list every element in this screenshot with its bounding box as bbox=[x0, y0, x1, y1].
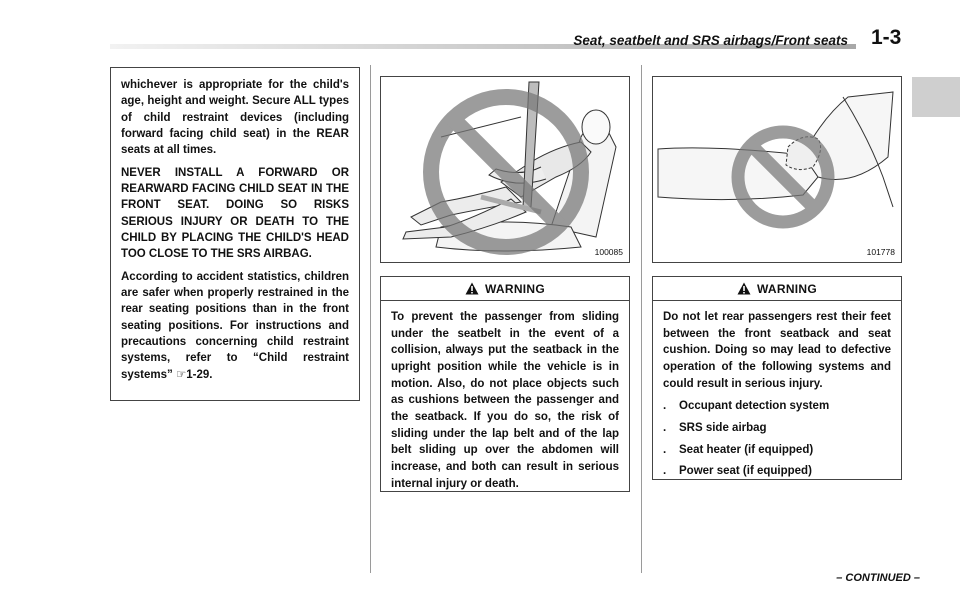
list-item: . SRS side airbag bbox=[663, 420, 891, 437]
warning-triangle-icon bbox=[737, 282, 751, 295]
page-title: Seat, seatbelt and SRS airbags/Front seats bbox=[573, 33, 848, 48]
warning-text: Do not let rear passengers rest their feet between the front seatback and seat cushion. Doing so may lead to defective operation of the following systems and could result in serious injury. bbox=[663, 311, 891, 390]
warning-header bbox=[653, 277, 901, 301]
warning-triangle-icon bbox=[465, 282, 479, 295]
list-item: . Occupant detection system bbox=[663, 398, 891, 415]
warning-box-seatback bbox=[380, 276, 630, 492]
paragraph: whichever is appropriate for the child's age, height and weight. Secure ALL types of child restraint devices (including forward facing child seat) in the REAR seats at all times. bbox=[121, 79, 349, 157]
figure-reclined-passenger bbox=[380, 76, 630, 263]
bullet: . bbox=[663, 400, 667, 413]
chapter-tab bbox=[912, 77, 960, 117]
column-divider bbox=[370, 65, 371, 573]
warning-label: WARNING bbox=[484, 281, 546, 296]
affected-systems-list bbox=[663, 398, 891, 480]
figure-id: 101778 bbox=[866, 247, 895, 257]
paragraph: According to accident statistics, children are safer when properly restrained in the rear seating positions than in the front seating positions. For instructions and precautions concerning child restraint systems, refer to “Child restraint systems” ☞1-29. bbox=[121, 270, 349, 381]
bullet: . bbox=[663, 422, 667, 435]
bullet: . bbox=[663, 465, 667, 478]
warning-box-feet bbox=[652, 276, 902, 480]
warning-header bbox=[381, 277, 629, 301]
reclined-passenger-prohibited-illustration bbox=[381, 77, 630, 263]
warning-label: WARNING bbox=[756, 281, 818, 296]
warning-content bbox=[653, 301, 901, 493]
list-item: . Seat heater (if equipped) bbox=[663, 442, 891, 459]
list-item: . Power seat (if equipped) bbox=[663, 463, 891, 480]
figure-feet-under-seat bbox=[652, 76, 902, 263]
paragraph: NEVER INSTALL A FORWARD OR REARWARD FACING CHILD SEAT IN THE FRONT SEAT. DOING SO RISKS SERIOUS INJURY OR DEATH TO THE CHILD BY PLACING THE CHILD'S HEAD TOO CLOSE TO THE SRS AIRBAG. bbox=[121, 166, 349, 261]
warning-text: To prevent the passenger from sliding under the seatbelt in the event of a collision, always put the seatback in the upright position while the vehicle is in motion. Also, do not place objects such as cushions between the passenger and the seatback. If you do so, the risk of sliding under the lap belt and of the lap belt sliding up over the abdomen will increase, and both can result in serious internal injury or death. bbox=[391, 311, 619, 490]
column-divider bbox=[641, 65, 642, 573]
page-number: 1-3 bbox=[871, 26, 902, 49]
figure-id: 100085 bbox=[594, 247, 623, 257]
continued-marker: – CONTINUED – bbox=[836, 572, 920, 584]
child-restraint-notice bbox=[110, 67, 360, 401]
bullet: . bbox=[663, 443, 667, 456]
feet-under-seat-prohibited-illustration bbox=[653, 77, 902, 263]
